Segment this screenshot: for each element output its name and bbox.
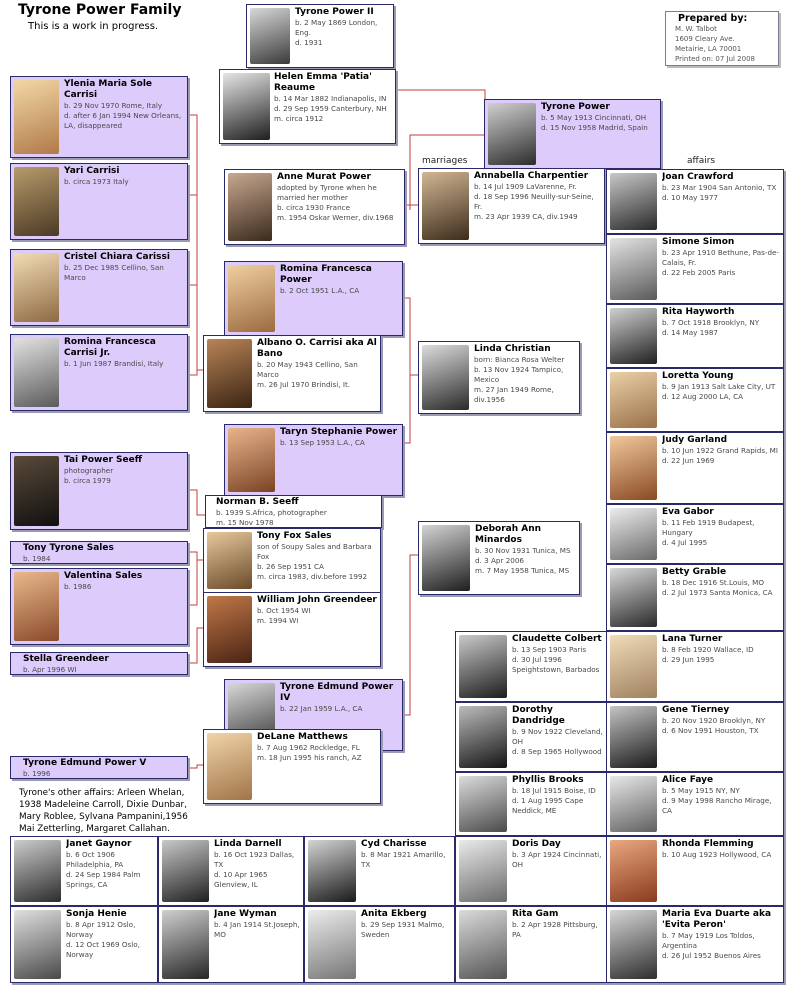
portrait-photo bbox=[610, 840, 657, 902]
person-box-betty-grable[interactable] bbox=[606, 564, 784, 631]
person-name: Tony Tyrone Sales bbox=[23, 543, 114, 553]
other-affairs-note: Tyrone's other affairs: Arleen Whelan, 1938 Madeleine Carroll, Dixie Dunbar, Mary Roblee, Sylvana Pampanini,1956 Mai Zetterling, Margaret Callahan. bbox=[19, 788, 188, 834]
person-name: Annabella Charpentier bbox=[474, 171, 589, 181]
person-name: Ylenia Maria Sole Carrisi bbox=[64, 79, 153, 100]
portrait-photo bbox=[14, 456, 59, 526]
portrait-photo bbox=[610, 173, 657, 230]
person-box-lana-turner[interactable] bbox=[606, 631, 784, 702]
portrait-photo bbox=[223, 73, 270, 140]
portrait-photo bbox=[459, 635, 507, 698]
person-details: b. 5 May 1913 Cincinnati, OH d. 15 Nov 1958 Madrid, Spain bbox=[541, 113, 648, 132]
portrait-photo bbox=[308, 910, 356, 979]
person-box-tyrone-power-ii[interactable] bbox=[246, 4, 394, 68]
person-details: photographer b. circa 1979 bbox=[64, 466, 114, 485]
portrait-photo bbox=[207, 733, 252, 800]
portrait-photo bbox=[14, 167, 59, 236]
person-box-gene-tierney[interactable] bbox=[606, 702, 784, 772]
person-details: b. 25 Dec 1985 Cellino, San Marco bbox=[64, 263, 164, 282]
prepared-by-line: Metairie, LA 70001 bbox=[675, 45, 742, 53]
person-name: Helen Emma 'Patia' Reaume bbox=[274, 72, 372, 93]
portrait-photo bbox=[610, 238, 657, 300]
portrait-photo bbox=[610, 568, 657, 627]
person-box-janet-gaynor[interactable] bbox=[10, 836, 158, 906]
person-box-tony-fox-sales[interactable] bbox=[203, 528, 381, 593]
person-name: Rita Hayworth bbox=[662, 307, 735, 317]
portrait-photo bbox=[610, 436, 657, 500]
person-name: Romina Francesca Power bbox=[280, 264, 372, 285]
person-box-romina-power[interactable] bbox=[224, 261, 403, 336]
portrait-photo bbox=[14, 572, 59, 641]
person-box-linda-christian[interactable] bbox=[418, 341, 580, 414]
person-box-cyd-charisse[interactable] bbox=[304, 836, 455, 906]
marriages-label: marriages bbox=[422, 156, 468, 166]
person-details: b. 23 Apr 1910 Bethune, Pas-de-Calais, Fr. d. 22 Feb 2005 Paris bbox=[662, 248, 780, 277]
person-name: Betty Grable bbox=[662, 567, 727, 577]
person-box-yari-carrisi[interactable] bbox=[10, 163, 188, 240]
person-box-loretta-young[interactable] bbox=[606, 368, 784, 432]
person-box-claudette-colbert[interactable] bbox=[455, 631, 608, 702]
portrait-photo bbox=[459, 776, 507, 832]
person-name: Janet Gaynor bbox=[66, 839, 132, 849]
person-name: Taryn Stephanie Power bbox=[280, 427, 398, 437]
person-box-tai-power-seeff[interactable] bbox=[10, 452, 188, 530]
portrait-photo bbox=[228, 265, 275, 332]
person-box-norman-seeff[interactable] bbox=[205, 495, 382, 528]
person-name: Cyd Charisse bbox=[361, 839, 427, 849]
portrait-photo bbox=[228, 173, 272, 241]
person-name: Rita Gam bbox=[512, 909, 559, 919]
person-details: b. 18 Jul 1915 Boise, ID d. 1 Aug 1995 Cape Neddick, ME bbox=[512, 786, 596, 815]
portrait-photo bbox=[14, 80, 59, 154]
person-name: Yari Carrisi bbox=[64, 166, 120, 176]
person-name: Joan Crawford bbox=[662, 172, 734, 182]
portrait-photo bbox=[459, 840, 507, 902]
person-box-albano-carrisi[interactable] bbox=[203, 335, 381, 412]
page-title: Tyrone Power Family bbox=[18, 2, 182, 18]
person-details: b. 30 Nov 1931 Tunica, MS d. 3 Apr 2006 m. 7 May 1958 Tunica, MS bbox=[475, 546, 571, 575]
person-details: b. circa 1973 Italy bbox=[64, 177, 129, 186]
person-box-tony-tyrone-sales[interactable] bbox=[10, 541, 188, 564]
person-name: Jane Wyman bbox=[214, 909, 277, 919]
person-box-dorothy-dandridge[interactable] bbox=[455, 702, 608, 772]
portrait-photo bbox=[250, 8, 290, 64]
person-details: b. 13 Sep 1903 Paris d. 30 Jul 1996 Speightstown, Barbados bbox=[512, 645, 600, 674]
person-box-anita-ekberg[interactable] bbox=[304, 906, 455, 983]
person-box-rita-gam[interactable] bbox=[455, 906, 608, 983]
person-box-linda-darnell[interactable] bbox=[158, 836, 304, 906]
person-box-anne-murat-power[interactable] bbox=[224, 169, 405, 245]
person-box-jane-wyman[interactable] bbox=[158, 906, 304, 983]
portrait-photo bbox=[422, 345, 469, 410]
person-details: b. 14 Jul 1909 LaVarenne, Fr. d. 18 Sep 1996 Neuilly-sur-Seine, Fr. m. 23 Apr 1939 CA, div.1949 bbox=[474, 182, 594, 221]
person-details: b. 9 Jan 1913 Salt Lake City, UT d. 12 Aug 2000 LA, CA bbox=[662, 382, 776, 401]
person-details: b. 14 Mar 1882 Indianapolis, IN d. 29 Sep 1959 Canterbury, NH m. circa 1912 bbox=[274, 94, 387, 123]
person-name: Sonja Henie bbox=[66, 909, 127, 919]
person-box-rhonda-flemming[interactable] bbox=[606, 836, 784, 906]
portrait-photo bbox=[610, 776, 657, 832]
portrait-photo bbox=[488, 103, 536, 165]
person-name: Stella Greendeer bbox=[23, 654, 109, 664]
person-name: Rhonda Flemming bbox=[662, 839, 754, 849]
portrait-photo bbox=[610, 372, 657, 428]
person-box-cristel-carissi[interactable] bbox=[10, 249, 188, 326]
person-details: b. 2 Oct 1951 L.A., CA bbox=[280, 286, 360, 295]
person-box-tyrone-power[interactable] bbox=[484, 99, 661, 169]
person-name: Maria Eva Duarte aka 'Evita Peron' bbox=[662, 909, 772, 930]
person-details: b. 8 Feb 1920 Wallace, ID d. 29 Jun 1995 bbox=[662, 645, 754, 664]
person-details: b. 4 Jan 1914 St.Joseph, MO bbox=[214, 920, 300, 939]
portrait-photo bbox=[308, 840, 356, 902]
person-details: b. 9 Nov 1922 Cleveland, OH d. 8 Sep 1965 Hollywood bbox=[512, 727, 603, 756]
person-name: Simone Simon bbox=[662, 237, 735, 247]
person-details: b. 3 Apr 1924 Cincinnati, OH bbox=[512, 850, 602, 869]
person-details: b. 7 May 1919 Los Toldos, Argentina d. 26 Jul 1952 Buenos Aires bbox=[662, 931, 761, 960]
portrait-photo bbox=[610, 910, 657, 979]
person-name: Tyrone Edmund Power IV bbox=[280, 682, 394, 703]
portrait-photo bbox=[14, 338, 59, 407]
portrait-photo bbox=[207, 532, 252, 589]
page-subtitle: This is a work in progress. bbox=[28, 21, 159, 32]
person-details: b. 2 Apr 1928 Pittsburg, PA bbox=[512, 920, 598, 939]
person-name: Cristel Chiara Carissi bbox=[64, 252, 170, 262]
person-details: b. 20 May 1943 Cellino, San Marco m. 26 Jul 1970 Brindisi, It. bbox=[257, 360, 358, 389]
person-details: b. 1996 bbox=[23, 769, 51, 778]
portrait-photo bbox=[14, 910, 61, 979]
person-box-doris-day[interactable] bbox=[455, 836, 608, 906]
person-name: Gene Tierney bbox=[662, 705, 730, 715]
prepared-by-line: 1609 Cleary Ave. bbox=[675, 35, 735, 43]
person-box-simone-simon[interactable] bbox=[606, 234, 784, 304]
person-name: Judy Garland bbox=[662, 435, 728, 445]
person-box-ylenia-carrisi[interactable] bbox=[10, 76, 188, 158]
person-details: adopted by Tyrone when he married her mother b. circa 1930 France m. 1954 Oskar Werner, div.1968 bbox=[277, 183, 394, 222]
portrait-photo bbox=[14, 840, 61, 902]
portrait-photo bbox=[162, 910, 209, 979]
person-box-william-greendeer[interactable] bbox=[203, 592, 381, 667]
person-name: Norman B. Seeff bbox=[216, 497, 299, 507]
person-name: Phyllis Brooks bbox=[512, 775, 584, 785]
portrait-photo bbox=[162, 840, 209, 902]
person-box-annabella[interactable] bbox=[418, 168, 605, 244]
person-details: b. 1939 S.Africa, photographer m. 15 Nov 1978 bbox=[216, 508, 327, 527]
person-name: Tai Power Seeff bbox=[64, 455, 143, 465]
person-details: b. 6 Oct 1906 Philadelphia, PA d. 24 Sep 1984 Palm Springs, CA bbox=[66, 850, 141, 889]
person-box-alice-faye[interactable] bbox=[606, 772, 784, 836]
person-name: Anne Murat Power bbox=[277, 172, 371, 182]
person-name: Doris Day bbox=[512, 839, 561, 849]
affairs-label: affairs bbox=[687, 156, 716, 166]
person-details: b. 10 Jun 1922 Grand Rapids, MI d. 22 Jun 1969 bbox=[662, 446, 778, 465]
prepared-by-title: Prepared by: bbox=[678, 13, 748, 24]
person-box-maria-eva-duarte[interactable] bbox=[606, 906, 784, 983]
portrait-photo bbox=[228, 428, 275, 492]
person-box-helen-reaume[interactable] bbox=[219, 69, 396, 144]
person-details: b. 29 Sep 1931 Malmo, Sweden bbox=[361, 920, 445, 939]
person-box-joan-crawford[interactable] bbox=[606, 169, 784, 234]
person-details: b. 1986 bbox=[64, 582, 92, 591]
portrait-photo bbox=[459, 910, 507, 979]
person-box-taryn-power[interactable] bbox=[224, 424, 403, 496]
portrait-photo bbox=[610, 308, 657, 364]
portrait-photo bbox=[422, 525, 470, 591]
person-name: Valentina Sales bbox=[64, 571, 143, 581]
portrait-photo bbox=[207, 596, 252, 663]
person-details: b. 23 Mar 1904 San Antonio, TX d. 10 May 1977 bbox=[662, 183, 777, 202]
person-details: b. 8 Apr 1912 Oslo, Norway d. 12 Oct 1969 Oslo, Norway bbox=[66, 920, 140, 959]
portrait-photo bbox=[610, 635, 657, 698]
person-details: b. 1 Jun 1987 Brandisi, Italy bbox=[64, 359, 164, 368]
person-details: b. 29 Nov 1970 Rome, Italy d. after 6 Jan 1994 New Orleans, LA, disappeared bbox=[64, 101, 182, 130]
person-details: b. 5 May 1915 NY, NY d. 9 May 1998 Rancho Mirage, CA bbox=[662, 786, 772, 815]
person-box-deborah-minardos[interactable] bbox=[418, 521, 580, 595]
person-details: b. 2 May 1869 London, Eng. d. 1931 bbox=[295, 18, 378, 47]
person-name: Loretta Young bbox=[662, 371, 734, 381]
person-name: Alice Faye bbox=[662, 775, 714, 785]
portrait-photo bbox=[610, 706, 657, 768]
person-name: Tyrone Power II bbox=[295, 7, 374, 17]
person-box-stella-greendeer[interactable] bbox=[10, 652, 188, 675]
person-name: Tony Fox Sales bbox=[257, 531, 332, 541]
person-box-delane-matthews[interactable] bbox=[203, 729, 381, 804]
person-box-rita-hayworth[interactable] bbox=[606, 304, 784, 368]
person-name: Tyrone Power bbox=[541, 102, 610, 112]
person-details: b. 1984 bbox=[23, 554, 51, 563]
portrait-photo bbox=[422, 172, 469, 240]
portrait-photo bbox=[610, 508, 657, 560]
person-box-phyllis-brooks[interactable] bbox=[455, 772, 608, 836]
person-details: b. 7 Oct 1918 Brooklyn, NY d. 14 May 1987 bbox=[662, 318, 760, 337]
person-details: b. Oct 1954 WI m. 1994 WI bbox=[257, 606, 311, 625]
person-details: b. 11 Feb 1919 Budapest, Hungary d. 4 Jul 1995 bbox=[662, 518, 755, 547]
person-box-judy-garland[interactable] bbox=[606, 432, 784, 504]
person-details: b. 8 Mar 1921 Amarillo, TX bbox=[361, 850, 446, 869]
person-details: b. 13 Sep 1953 L.A., CA bbox=[280, 438, 365, 447]
prepared-by-box bbox=[665, 11, 779, 66]
person-details: b. 22 Jan 1959 L.A., CA bbox=[280, 704, 363, 713]
person-details: b. 20 Nov 1920 Brooklyn, NY d. 6 Nov 1991 Houston, TX bbox=[662, 716, 766, 735]
person-name: Dorothy Dandridge bbox=[512, 705, 565, 726]
person-name: Deborah Ann Minardos bbox=[475, 524, 542, 545]
person-name: Anita Ekberg bbox=[361, 909, 427, 919]
person-details: b. Apr 1996 WI bbox=[23, 665, 77, 674]
person-name: Claudette Colbert bbox=[512, 634, 602, 644]
person-box-sonja-henie[interactable] bbox=[10, 906, 158, 983]
person-name: Albano O. Carrisi aka Al Bano bbox=[257, 338, 377, 359]
prepared-by-line: M. W. Talbot bbox=[675, 25, 717, 33]
person-name: Romina Francesca Carrisi Jr. bbox=[64, 337, 156, 358]
person-name: William John Greendeer bbox=[257, 595, 377, 605]
portrait-photo bbox=[459, 706, 507, 768]
portrait-photo bbox=[207, 339, 252, 408]
person-box-tyrone-power-v[interactable] bbox=[10, 756, 188, 779]
person-box-romina-carrisi-jr[interactable] bbox=[10, 334, 188, 411]
person-details: b. 7 Aug 1962 Rockledge, FL m. 18 Jun 1995 his ranch, AZ bbox=[257, 743, 362, 762]
portrait-photo bbox=[14, 253, 59, 322]
person-name: Tyrone Edmund Power V bbox=[23, 758, 147, 768]
prepared-by-line: Printed on: 07 Jul 2008 bbox=[675, 55, 755, 63]
person-details: born: Bianca Rosa Welter b. 13 Nov 1924 Tampico, Mexico m. 27 Jan 1949 Rome, div.1956 bbox=[474, 355, 565, 404]
person-name: DeLane Matthews bbox=[257, 732, 348, 742]
person-name: Linda Christian bbox=[474, 344, 551, 354]
person-box-valentina-sales[interactable] bbox=[10, 568, 188, 645]
person-details: son of Soupy Sales and Barbara Fox b. 26 Sep 1951 CA m. circa 1983, div.before 1992 bbox=[257, 542, 372, 581]
person-name: Eva Gabor bbox=[662, 507, 714, 517]
person-name: Linda Darnell bbox=[214, 839, 282, 849]
person-details: b. 18 Dec 1916 St.Louis, MO d. 2 Jul 1973 Santa Monica, CA bbox=[662, 578, 773, 597]
person-box-eva-gabor[interactable] bbox=[606, 504, 784, 564]
person-details: b. 16 Oct 1923 Dallas, TX d. 10 Apr 1965 Glenview, IL bbox=[214, 850, 295, 889]
person-name: Lana Turner bbox=[662, 634, 723, 644]
person-details: b. 10 Aug 1923 Hollywood, CA bbox=[662, 850, 772, 859]
